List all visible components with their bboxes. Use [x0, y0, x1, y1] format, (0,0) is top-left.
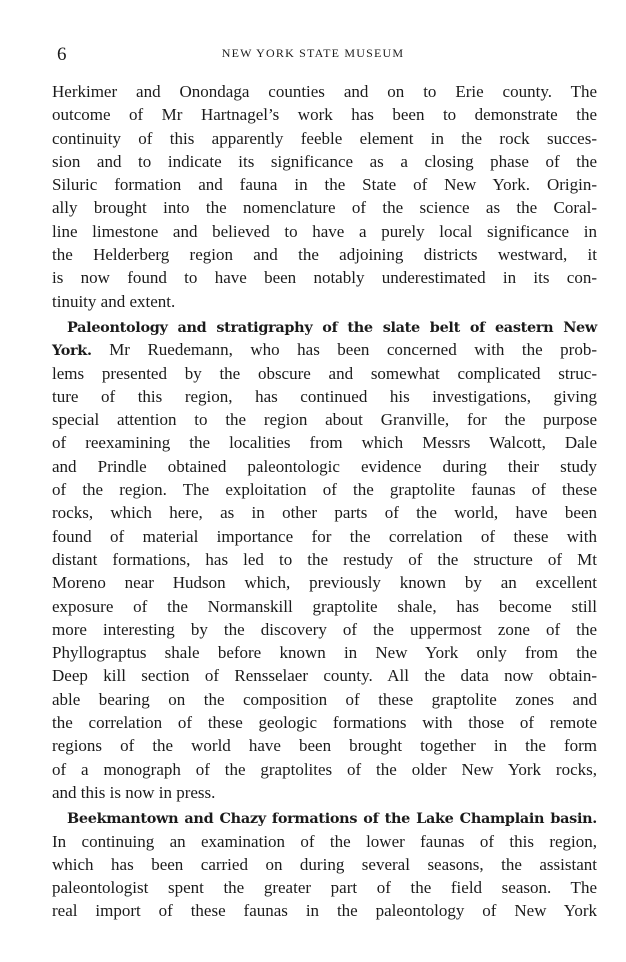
paragraph-beekmantown	[52, 806, 597, 922]
text-line: more interesting by the discovery of the uppermost zone of the	[52, 619, 597, 639]
text-line: outcome of Mr Hartnagel’s work has been to demonstrate the	[52, 105, 597, 125]
text-line: of the region. The exploitation of the graptolite faunas of these	[52, 480, 597, 500]
running-head: NEW YORK STATE MUSEUM	[221, 46, 405, 60]
page-number: 6	[57, 44, 67, 65]
text-line: Phyllograptus shale before known in New York only from the	[52, 643, 597, 663]
section-heading	[52, 806, 597, 829]
text-line: Deep kill section of Rensselaer county. All the data now obtain-	[52, 666, 597, 686]
text-line: rocks, which here, as in other parts of the world, have been	[52, 503, 597, 523]
paragraph-slate-belt	[52, 315, 597, 804]
text-line: of a monograph of the graptolites of the older New York rocks,	[52, 759, 597, 779]
text-line: and Prindle obtained paleontologic evidence during their study	[52, 456, 597, 476]
text-line: exposure of the Normanskill graptolite shale, has become still	[52, 596, 597, 616]
text-line: paleontologist spent the greater part of the field season. The	[52, 878, 597, 898]
text-line: sion and to indicate its significance as a closing phase of the	[52, 151, 597, 171]
text-line: real import of these faunas in the paleontology of New York	[52, 901, 597, 921]
text-line: special attention to the region about Granville, for the purpose	[52, 410, 597, 430]
section-heading-text: Paleontology and stratigraphy of the slate belt of eastern New	[67, 318, 597, 336]
text-line: lems presented by the obscure and somewhat complicated struc-	[52, 363, 597, 383]
text-line	[52, 338, 597, 361]
section-heading-continuation: York.	[52, 342, 92, 360]
text-line: regions of the world have been brought together in the form	[52, 736, 597, 756]
text-line: tinuity and extent.	[52, 291, 176, 311]
text-line-rest: Mr Ruedemann, who has been concerned with the prob-	[109, 340, 598, 360]
text-line: of reexamining the localities from which Messrs Walcott, Dale	[52, 433, 597, 453]
text-line: found of material importance for the correlation of these with	[52, 526, 597, 546]
text-line: and this is now in press.	[52, 782, 216, 802]
text-line: which has been carried on during several seasons, the assistant	[52, 854, 597, 874]
text-line: the Helderberg region and the adjoining districts westward, it	[52, 245, 597, 265]
text-line: Moreno near Hudson which, previously known by an excellent	[52, 573, 597, 593]
text-line: line limestone and believed to have a purely local significance in	[52, 221, 597, 241]
text-line: the correlation of these geologic formations with those of remote	[52, 713, 597, 733]
section-heading	[52, 315, 597, 338]
text-line: continuity of this apparently feeble element in the rock succes-	[52, 128, 597, 148]
text-line: able bearing on the composition of these graptolite zones and	[52, 689, 597, 709]
text-line: Siluric formation and fauna in the State of New York. Origin-	[52, 175, 597, 195]
section-heading-text: Beekmantown and Chazy formations of the Lake Champlain basin.	[67, 810, 597, 828]
paragraph-hartnagel	[52, 80, 597, 313]
text-line: Herkimer and Onondaga counties and on to Erie county. The	[52, 82, 597, 101]
body-text	[52, 80, 597, 925]
text-line: ture of this region, has continued his investigations, giving	[52, 386, 597, 406]
text-line: ally brought into the nomenclature of the science as the Coral-	[52, 198, 597, 218]
text-line: distant formations, has led to the restudy of the structure of Mt	[52, 549, 597, 569]
text-line: In continuing an examination of the lower faunas of this region,	[52, 831, 597, 851]
text-line: is now found to have been notably underestimated in its con-	[52, 268, 597, 288]
